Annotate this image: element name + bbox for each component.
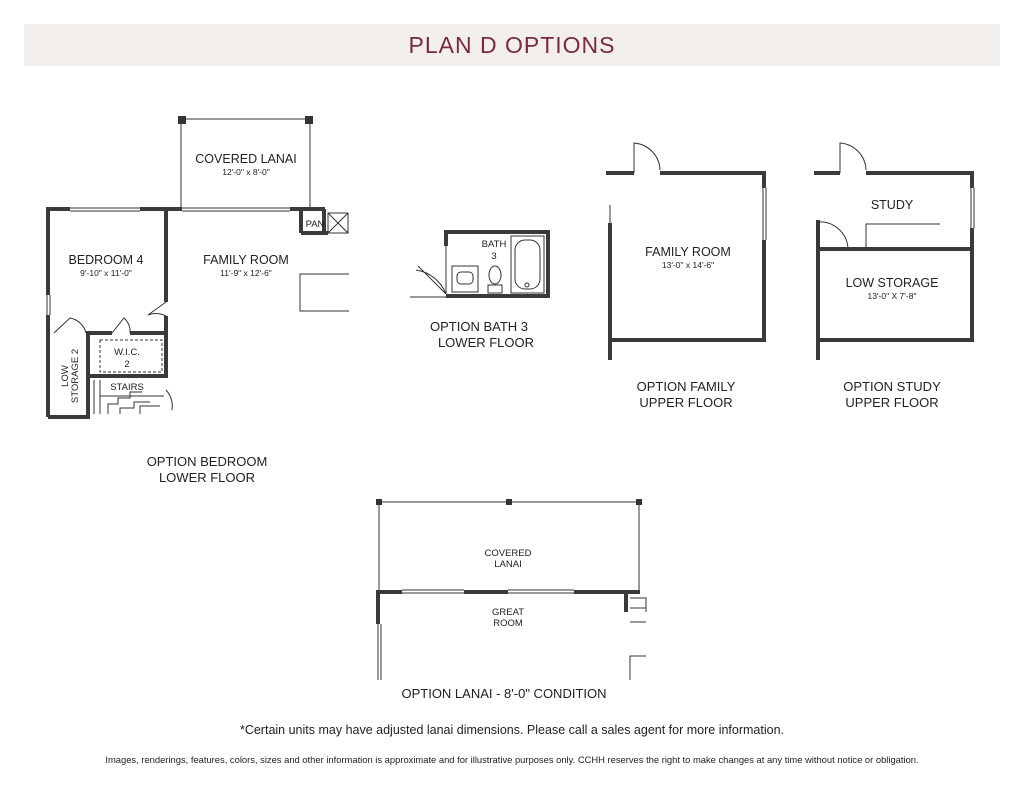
low-storage-room-label: LOW STORAGE (845, 276, 939, 290)
option-bath-plan (410, 230, 548, 298)
pantry-label: PAN (305, 219, 325, 230)
low-storage-label: LOW (60, 365, 71, 387)
stairs-label: STAIRS (110, 382, 144, 393)
upper-family-room-dims: 13'-0" x 14'-6" (661, 260, 715, 270)
low-storage-room-dims: 13'-0" X 7'-8" (867, 291, 917, 301)
option-bedroom-floor: LOWER FLOOR (158, 470, 256, 485)
lanai-covered-label: COVERED (484, 548, 532, 559)
option-family-floor: UPPER FLOOR (639, 395, 733, 410)
option-study-caption: OPTION STUDY (843, 379, 941, 394)
bath-3-label: BATH (481, 239, 507, 250)
study-label: STUDY (870, 198, 914, 212)
option-lanai-plan (376, 499, 646, 680)
great-room-label-2: ROOM (493, 618, 523, 629)
option-lanai-labels (401, 548, 606, 701)
bedroom-4-label: BEDROOM 4 (68, 253, 144, 267)
lanai-covered-label-2: LANAI (494, 559, 522, 570)
wic-label: W.I.C. (114, 347, 140, 358)
option-study-floor: UPPER FLOOR (845, 395, 939, 410)
lanai-post (178, 116, 186, 124)
family-room-label: FAMILY ROOM (203, 253, 289, 267)
option-lanai-caption: OPTION LANAI - 8'-0" CONDITION (401, 686, 607, 701)
option-bedroom-caption: OPTION BEDROOM (146, 454, 268, 469)
option-study-labels (843, 198, 941, 410)
bath-3-number: 3 (491, 251, 497, 262)
covered-lanai-label: COVERED LANAI (195, 152, 297, 166)
upper-family-room-label: FAMILY ROOM (645, 245, 731, 259)
page-title: PLAN D OPTIONS (408, 31, 616, 58)
wic-number: 2 (124, 359, 130, 370)
option-family-labels (637, 245, 736, 410)
family-room-dims: 11'-9" x 12'-6" (220, 268, 272, 278)
lanai-disclaimer: *Certain units may have adjusted lanai dimensions. Please call a sales agent for more information. (239, 723, 785, 737)
option-study-plan (814, 143, 974, 360)
option-bedroom-labels (60, 152, 325, 485)
option-bath-floor: LOWER FLOOR (437, 335, 535, 350)
great-room-label: GREAT (491, 607, 525, 618)
low-storage-number: STORAGE 2 (70, 348, 81, 404)
covered-lanai-dims: 12'-0" x 8'-0" (222, 167, 270, 177)
bedroom-4-dims: 9'-10" x 11'-0" (80, 268, 132, 278)
lanai-post (305, 116, 313, 124)
legal-notice: Images, renderings, features, colors, sizes and other information is approximate and for illustrative purposes only. CCHH reserves the right to make changes at any time without notice or obligation. (105, 754, 919, 765)
option-family-caption: OPTION FAMILY (636, 379, 736, 394)
option-bath-caption: OPTION BATH 3 (430, 319, 528, 334)
